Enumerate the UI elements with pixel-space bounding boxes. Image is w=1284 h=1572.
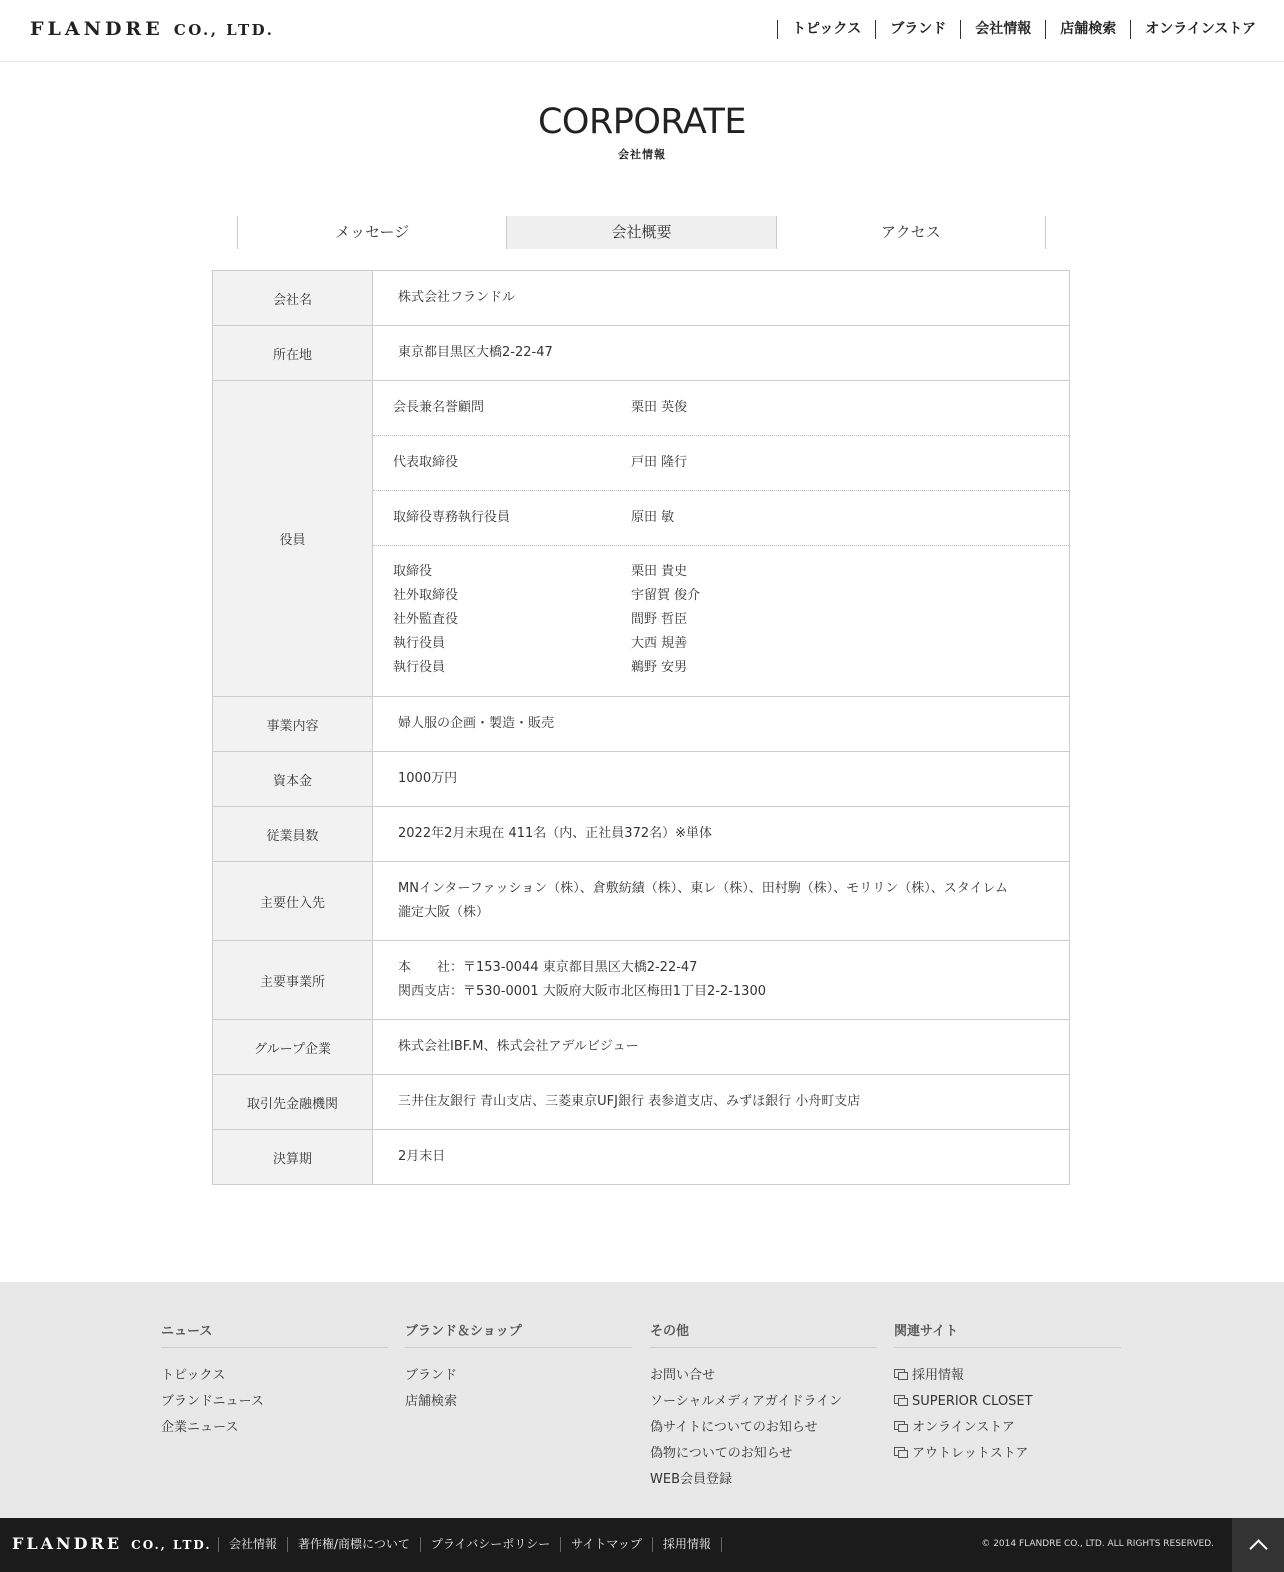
page-title [0,102,1284,162]
footer-link[interactable]: 偽物についてのお知らせ [650,1446,793,1461]
nav-brand[interactable]: ブランド [875,20,960,39]
suppliers-line: MNインターファッション（株）、倉敷紡績（株）、東レ（株）、田村駒（株）、モリリン（株）、スタイレム [398,881,1008,896]
row-label: グループ企業 [213,1020,373,1075]
footer-link-label: アウトレットストア [912,1446,1029,1461]
fiscal-value: 2月末日 [373,1130,1070,1185]
row-label: 従業員数 [213,807,373,862]
company-info-table [212,270,1070,1185]
table-row [213,381,1070,697]
footer-link-label: SUPERIOR CLOSET [912,1394,1033,1409]
row-label: 決算期 [213,1130,373,1185]
table-row [213,271,1070,326]
footer-bottom-links [218,1537,722,1552]
external-link-icon [894,1395,905,1404]
table-row [213,752,1070,807]
footer-column-other [650,1320,877,1493]
global-nav [777,20,1256,39]
row-label: 取引先金融機関 [213,1075,373,1130]
footer-column-news [161,1320,388,1441]
footer-external-link[interactable] [894,1441,1121,1467]
page-title-ja: 会社情報 [618,148,666,161]
footer-link[interactable]: お問い合せ [650,1368,716,1383]
footer-link[interactable]: 店舗検索 [405,1394,458,1409]
row-label: 事業内容 [213,697,373,752]
site-footer [0,1282,1284,1518]
footer-link[interactable]: ソーシャルメディアガイドライン [650,1394,843,1409]
footer-bottom-bar [0,1518,1284,1572]
nav-company[interactable]: 会社情報 [960,20,1045,39]
bottom-link-privacy[interactable]: プライバシーポリシー [420,1537,560,1552]
section-tabs [237,216,1046,249]
bottom-link-recruit[interactable]: 採用情報 [652,1537,722,1552]
row-label: 所在地 [213,326,373,381]
officer-name: 戸田 隆行 [631,455,688,470]
officer-name: 間野 哲臣 [631,612,688,627]
officer-group [373,546,1069,696]
footer-external-link[interactable] [894,1415,1121,1441]
footer-external-link[interactable] [894,1363,1121,1389]
footer-link[interactable]: トピックス [161,1368,226,1383]
officer-row [373,436,1069,491]
office-line: 関西支店：〒530-0001 大阪府大阪市北区梅田1丁目2-2-1300 [398,984,766,999]
officer-role: 代表取締役 [393,455,459,470]
logo-main-text: FLANDRE [12,1534,123,1553]
table-row [213,1075,1070,1130]
officer-name: 大西 規善 [631,636,688,651]
nav-topics[interactable]: トピックス [777,20,875,39]
officer-role: 社外監査役 [393,612,459,627]
business-description: 婦人服の企画・製造・販売 [373,697,1070,752]
footer-column-brand-shop [405,1320,632,1415]
footer-link-label: 採用情報 [912,1368,965,1383]
site-header [0,0,1284,62]
suppliers-cell [373,862,1070,941]
nav-online-store[interactable]: オンラインストア [1130,20,1256,39]
offices-cell [373,941,1070,1020]
officer-role: 執行役員 [393,660,446,675]
footer-column-title: 関連サイト [894,1320,1121,1348]
footer-link[interactable]: ブランドニュース [161,1394,264,1409]
officer-role: 取締役専務執行役員 [393,510,511,525]
officer-group-names [631,560,1049,680]
page-top-button[interactable] [1232,1518,1284,1572]
bottom-link-company[interactable]: 会社情報 [218,1537,287,1552]
footer-logo[interactable] [12,1534,212,1553]
footer-link[interactable]: WEB会員登録 [650,1472,732,1487]
officer-name: 宇留賀 俊介 [631,588,701,603]
external-link-icon [894,1421,905,1430]
company-address: 東京都目黒区大橋2-22-47 [373,326,1070,381]
officer-role: 会長兼名誉顧問 [393,400,485,415]
footer-column-title: その他 [650,1320,877,1348]
officer-name: 原田 敏 [631,510,675,525]
officer-role: 執行役員 [393,636,446,651]
footer-column-title: ブランド＆ショップ [405,1320,632,1348]
footer-link[interactable]: 企業ニュース [161,1420,239,1435]
table-row [213,862,1070,941]
bottom-link-copyright[interactable]: 著作権/商標について [287,1537,420,1552]
table-row [213,697,1070,752]
row-label: 資本金 [213,752,373,807]
officer-group-roles [393,560,631,680]
table-row [213,807,1070,862]
logo-sub-text: CO., LTD. [173,21,275,39]
officer-name: 栗田 貴史 [631,564,688,579]
employees-value: 2022年2月末現在 411名（内、正社員372名）※単体 [373,807,1070,862]
officer-role: 社外取締役 [393,588,459,603]
nav-store-search[interactable]: 店舗検索 [1045,20,1130,39]
footer-link[interactable]: ブランド [405,1368,458,1383]
site-logo[interactable] [30,18,274,40]
footer-external-link[interactable] [894,1389,1121,1415]
row-label: 会社名 [213,271,373,326]
tab-company-overview[interactable]: 会社概要 [507,216,776,249]
company-name: 株式会社フランドル [373,271,1070,326]
officer-row [373,491,1069,546]
officers-cell [373,381,1070,697]
officer-role: 取締役 [393,564,433,579]
officer-name: 鵜野 安男 [631,660,688,675]
tab-access[interactable]: アクセス [777,216,1046,249]
page-title-en: CORPORATE [537,102,747,142]
tab-message[interactable]: メッセージ [238,216,507,249]
capital-value: 1000万円 [373,752,1070,807]
row-label: 主要事業所 [213,941,373,1020]
external-link-icon [894,1447,905,1456]
logo-main-text: FLANDRE [30,18,164,40]
footer-column-related-sites [894,1320,1121,1467]
officer-name: 栗田 英俊 [631,400,688,415]
row-label: 役員 [213,381,373,697]
table-row [213,941,1070,1020]
logo-sub-text: CO., LTD. [131,1538,212,1552]
table-row [213,1020,1070,1075]
suppliers-line: 瀧定大阪（株） [398,905,490,920]
copyright-text: © 2014 FLANDRE CO., LTD. ALL RIGHTS RESERVED. [981,1539,1214,1549]
table-row [213,326,1070,381]
banks-value: 三井住友銀行 青山支店、三菱東京UFJ銀行 表参道支店、みずほ銀行 小舟町支店 [373,1075,1070,1130]
office-line: 本 社：〒153-0044 東京都目黒区大橋2-22-47 [398,960,698,975]
footer-column-title: ニュース [161,1320,388,1348]
row-label: 主要仕入先 [213,862,373,941]
table-row [213,1130,1070,1185]
group-companies: 株式会社IBF.M、株式会社アデルビジュー [373,1020,1070,1075]
footer-link-label: オンラインストア [912,1420,1015,1435]
officer-row [373,381,1069,436]
bottom-link-sitemap[interactable]: サイトマップ [560,1537,652,1552]
external-link-icon [894,1369,905,1378]
footer-link[interactable]: 偽サイトについてのお知らせ [650,1420,818,1435]
